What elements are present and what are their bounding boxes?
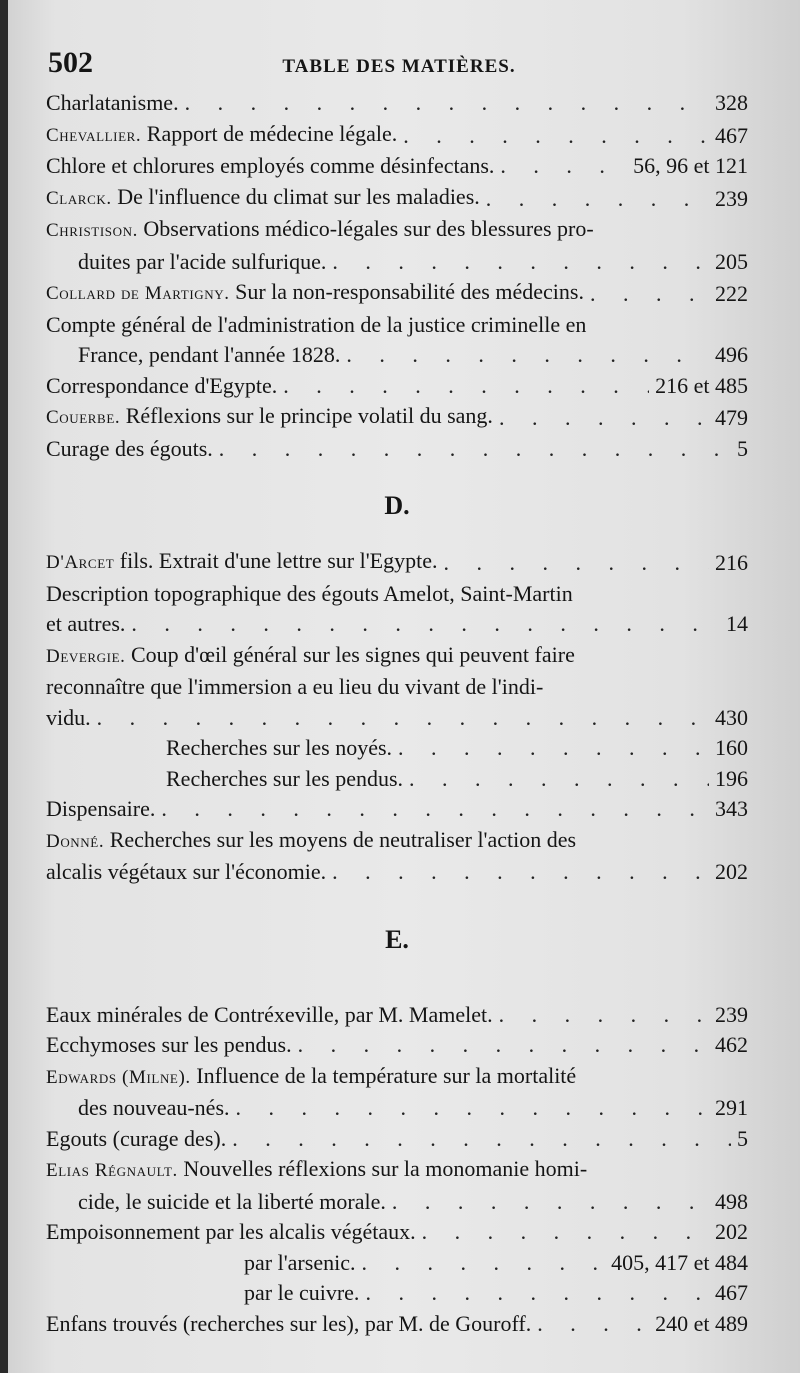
index-entry [46,434,748,465]
leader-dots [499,1000,709,1031]
index-entry [46,119,748,152]
author-name: Edwards (Milne). [46,1066,191,1088]
author-name: Donné. [46,830,105,852]
index-entry [46,1061,748,1094]
section-letter-e: E. [385,924,409,954]
index-entry: Compte général de l'administration de la justice criminelle en [46,311,587,337]
leader-dots [403,121,709,152]
entry-pages: 467 [715,122,748,148]
leader-dots [443,548,709,579]
leader-dots [97,703,709,734]
index-content [46,88,748,1339]
leader-dots [486,184,709,215]
entry-name: Coup d'œil général sur les signes qui peuvent faire [125,641,575,667]
index-subentry [46,764,748,795]
index-entry [46,277,748,310]
entry-pages: 202 [715,859,748,884]
subentry-name: Recherches sur les pendus. [166,765,404,791]
index-entry-continuation [46,1187,748,1218]
entry-pages: 239 [715,185,748,211]
author-name: Devergie. [46,645,126,667]
entry-pages: 202 [715,1219,748,1244]
entry-continuation: reconnaître que l'immersion a eu lieu du vivant de l'indi- [46,674,544,699]
leader-dots [232,1124,731,1155]
entry-pages: 196 [715,765,748,791]
index-entry [46,546,748,579]
entry-continuation: alcalis végétaux sur l'économie. [46,859,327,884]
entry-name: Sur la non-responsabilité des médecins. [229,279,584,304]
entry-pages: 496 [715,342,748,367]
entry-continuation: France, pendant l'année 1828. [78,342,341,367]
entry-name: De l'influence du climat sur les maladies. [111,183,480,209]
leader-dots [365,1278,709,1309]
entry-name: Recherches sur les moyens de neutraliser l'action des [104,826,577,852]
author-name: Clarck. [46,187,112,209]
entry-pages: 5 [737,435,748,461]
section-letter-d: D. [384,491,410,520]
entry-continuation: des nouveau-nés. [78,1095,230,1120]
entry-pages: 462 [715,1032,748,1057]
entry-pages: 216 [715,550,748,575]
subentry-name: par le cuivre. [244,1280,360,1305]
index-entry-continuation [46,609,748,640]
entry-continuation: et autres. [46,611,126,636]
entry-name: Rapport de médecine légale. [141,120,398,146]
entry-name: Charlatanisme. [46,90,179,115]
entry-pages: 467 [715,1280,748,1305]
leader-dots [298,1030,709,1061]
leader-dots [219,434,731,465]
entry-name: Egouts (curage des). [46,1125,227,1151]
leader-dots [590,279,709,310]
entry-name: Empoisonnement par les alcalis végétaux. [46,1219,416,1244]
entry-name: Ecchymoses sur les pendus. [46,1032,292,1057]
leader-dots [346,340,709,371]
leader-dots [332,247,709,278]
entry-name: Enfans trouvés (recherches sur les), par M. de Gouroff. [46,1310,532,1336]
entry-pages: 56, 96 et 121 [633,153,748,178]
index-entry [46,88,748,119]
entry-name: fils. Extrait d'une lettre sur l'Egypte. [114,548,438,573]
index-entry [46,640,748,673]
index-entry-continuation [46,857,748,888]
leader-dots [283,371,649,402]
index-entry [46,825,748,858]
leader-dots [500,151,627,182]
book-page [8,0,800,1373]
entry-name: Dispensaire. [46,796,156,821]
index-entry [46,1154,748,1187]
entry-name: Correspondance d'Egypte. [46,372,278,398]
leader-dots [499,403,709,434]
subentry-name: Recherches sur les noyés. [166,735,393,760]
author-name: Collard de Martigny. [46,283,230,304]
index-entry [46,182,748,215]
index-entry-continuation [46,1093,748,1124]
entry-continuation: vidu. [46,704,91,730]
entry-pages: 160 [715,735,748,760]
index-subentry [46,733,748,764]
entry-continuation: cide, le suicide et la liberté morale. [78,1188,386,1214]
leader-dots [131,609,720,640]
index-entry [46,1030,748,1061]
leader-dots [409,764,709,795]
entry-name: Influence de la température sur la mortalité [190,1062,577,1088]
entry-name: Eaux minérales de Contréxeville, par M. Mamelet. [46,1001,493,1027]
index-entry [46,1217,748,1248]
entry-pages: 430 [715,704,748,730]
index-entry [46,1124,748,1155]
leader-dots [332,857,709,888]
entry-pages: 405, 417 et 484 [611,1249,748,1275]
entry-name: Nouvelles réflexions sur la monomanie homi- [177,1156,588,1181]
leader-dots [361,1248,605,1279]
leader-dots [537,1309,649,1340]
index-entry [46,794,748,825]
entry-pages: 216 et 485 [655,372,748,398]
index-subentry [46,1278,748,1309]
index-entry-continuation [46,703,748,734]
author-name: Chevallier. [46,124,142,146]
leader-dots [422,1217,709,1248]
page-number: 502 [48,46,93,79]
entry-name: Curage des égouts. [46,435,213,461]
entry-pages: 328 [715,90,748,115]
entry-pages: 5 [737,1125,748,1151]
page-header [48,46,750,86]
entry-pages: 498 [715,1188,748,1214]
index-entry [46,1309,748,1340]
index-entry-continuation [46,247,748,278]
entry-pages: 479 [715,405,748,430]
entry-pages: 291 [715,1095,748,1120]
subentry-name: par l'arsenic. [244,1249,356,1275]
author-name: Christison. [46,220,138,241]
leader-dots [392,1187,709,1218]
entry-name: Chlore et chlorures employés comme désinfectans. [46,153,495,178]
entry-pages: 205 [715,248,748,274]
index-entry-continuation [46,340,748,371]
author-name: D'Arcet [46,552,115,573]
leader-dots [236,1093,709,1124]
entry-pages: 222 [715,281,748,306]
running-title: TABLE DES MATIÈRES. [282,56,516,77]
entry-name: Réflexions sur le principe volatil du sang. [120,403,493,428]
index-entry [46,151,748,182]
index-subentry [46,1248,748,1279]
index-entry [46,371,748,402]
entry-pages: 240 et 489 [655,1310,748,1336]
entry-pages: 343 [715,796,748,821]
author-name: Couerbe. [46,407,121,428]
author-name: Elias Régnault. [46,1160,178,1181]
entry-pages: 239 [715,1001,748,1027]
entry-pages: 14 [726,611,748,636]
leader-dots [185,88,709,119]
index-entry [46,1000,748,1031]
entry-name: Observations médico-légales sur des blessures pro- [137,216,594,241]
entry-continuation: duites par l'acide sulfurique. [78,248,327,274]
index-entry [46,214,748,247]
leader-dots [398,733,709,764]
leader-dots [161,794,709,825]
index-entry: Description topographique des égouts Amelot, Saint-Martin [46,580,573,606]
index-entry [46,401,748,434]
